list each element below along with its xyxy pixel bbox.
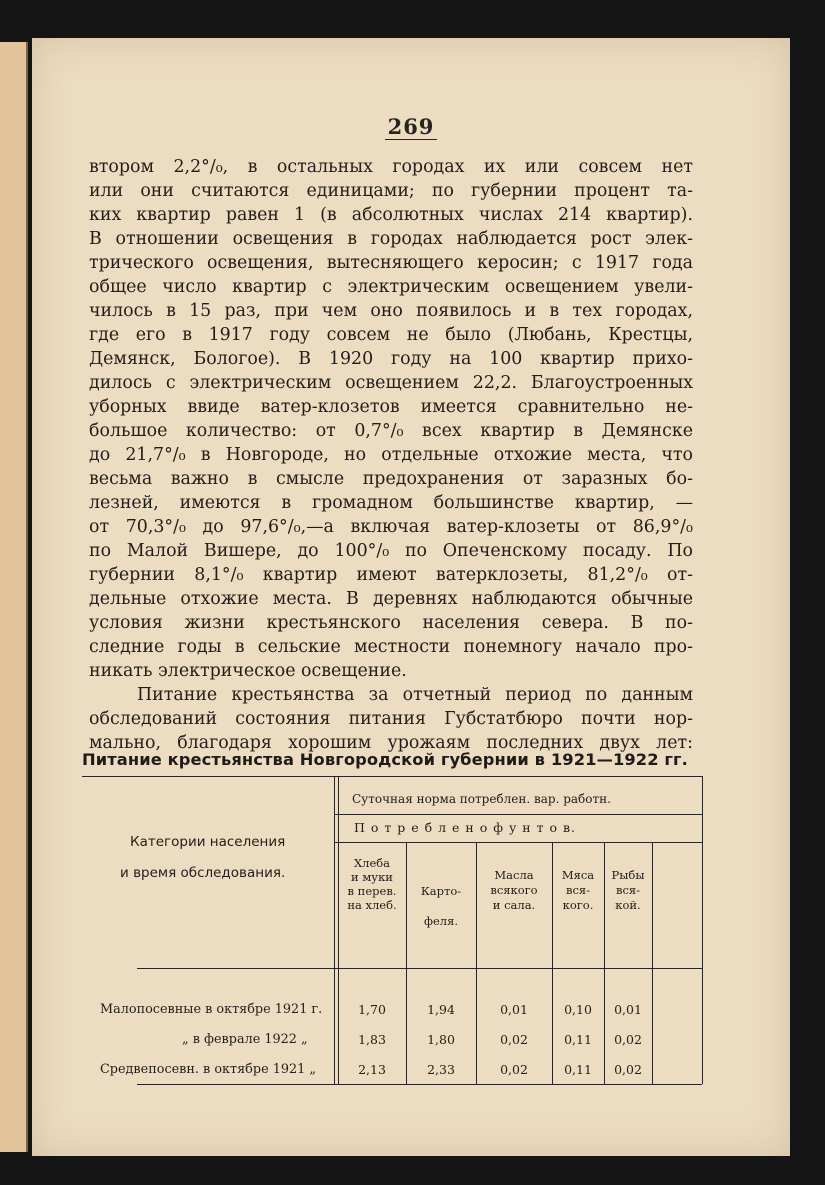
table-cell: 0,11 — [564, 1062, 592, 1077]
text-line: от 70,3°/₀ до 97,6°/₀,—а включая ватер-клозеты от 86,9°/₀ — [89, 517, 693, 537]
category-header: и время обследования. — [120, 865, 286, 881]
table-cell: 0,01 — [614, 1002, 642, 1017]
text-line: Питание крестьянства за отчетный период по данным — [137, 685, 693, 705]
text-line: где его в 1917 году совсем не было (Любань, Крестцы, — [89, 325, 693, 345]
text-line: Демянск, Бологое). В 1920 году на 100 квартир прихо- — [89, 349, 693, 369]
table-row-label: Средвепосевн. в октябре 1921 „ — [100, 1062, 316, 1077]
category-header: Категории населения — [130, 834, 286, 850]
document-page — [32, 38, 790, 1156]
table-cell: 0,02 — [614, 1032, 642, 1047]
text-line: мально, благодаря хорошим урожаям последних двух лет: — [89, 733, 693, 753]
text-line: следние годы в сельские местности понемногу начало про- — [89, 637, 693, 657]
table-cell: 2,13 — [358, 1062, 386, 1077]
column-header-potato: Карто- феля. — [420, 884, 462, 928]
table-cell: 1,83 — [358, 1032, 386, 1047]
text-line: дилось с электрическим освещением 22,2. Благоустроенных — [89, 373, 693, 393]
text-line: по Малой Вишере, до 100°/₀ по Опеченскому посаду. По — [89, 541, 693, 561]
text-line: никать электрическое освещение. — [89, 661, 407, 681]
table-row-label: „ в феврале 1922 „ — [182, 1032, 308, 1047]
table-rule-norm — [334, 814, 702, 815]
table-rule-consumed — [334, 842, 702, 843]
table-cell: 0,01 — [500, 1002, 528, 1017]
text-line: втором 2,2°/₀, в остальных городах их или совсем нет — [89, 157, 693, 177]
table-cell: 0,02 — [500, 1062, 528, 1077]
text-line: В отношении освещения в городах наблюдается рост элек- — [89, 229, 693, 249]
table-cell: 1,94 — [427, 1002, 455, 1017]
page-number: 269 — [32, 114, 790, 139]
text-line: условия жизни крестьянского населения севера. В по- — [89, 613, 693, 633]
consumed-header: П о т р е б л е н о ф у н т о в. — [354, 820, 576, 835]
column-header-meat: Мяса вся- кого. — [561, 868, 595, 912]
table-row-label: Малопосевные в октябре 1921 г. — [100, 1002, 323, 1017]
body-text — [89, 155, 693, 755]
text-line: ких квартир равен 1 (в абсолютных числах 214 квартир). — [89, 205, 693, 225]
text-line: дельные отхожие места. В деревнях наблюдаются обычные — [89, 589, 693, 609]
text-line: лезней, имеются в громадном большинстве квартир, — — [89, 493, 693, 513]
table-cell: 1,80 — [427, 1032, 455, 1047]
text-line: обследований состояния питания Губстатбюро почти нор- — [89, 709, 693, 729]
text-line: весьма важно в смысле предохранения от заразных бо- — [89, 469, 693, 489]
table-cell: 1,70 — [358, 1002, 386, 1017]
table-rule-vertical — [702, 776, 703, 1084]
text-line: общее число квартир с электрическим освещением увели- — [89, 277, 693, 297]
table-cell: 0,02 — [500, 1032, 528, 1047]
text-line: уборных ввиде ватер-клозетов имеется сравнительно не- — [89, 397, 693, 417]
column-header-fish: Рыбы вся- кой. — [611, 868, 645, 912]
table-cell: 0,11 — [564, 1032, 592, 1047]
table-top-rule — [82, 776, 702, 777]
text-line: до 21,7°/₀ в Новгороде, но отдельные отхожие места, что — [89, 445, 693, 465]
column-header-bread: Хлеба и муки в перев. на хлеб. — [347, 856, 397, 912]
nutrition-table — [82, 776, 702, 1077]
table-cell: 0,10 — [564, 1002, 592, 1017]
text-line: большое количество: от 0,7°/₀ всех квартир в Демянске — [89, 421, 693, 441]
text-line: губернии 8,1°/₀ квартир имеют ватерклозеты, 81,2°/₀ от- — [89, 565, 693, 585]
text-line: чилось в 15 раз, при чем оно появилось и в тех городах, — [89, 301, 693, 321]
column-header-butter: Масла всякого и сала. — [490, 868, 538, 912]
text-line: или они считаются единицами; по губернии процент та- — [89, 181, 693, 201]
table-cell: 2,33 — [427, 1062, 455, 1077]
table-rule-vertical — [334, 776, 335, 1084]
facing-page-edge — [0, 42, 28, 1152]
norm-header: Суточная норма потреблен. вар. работн. — [352, 792, 611, 806]
table-title: Питание крестьянства Новгородской губернии в 1921—1922 гг. — [82, 750, 688, 769]
table-bottom-rule — [137, 1084, 702, 1085]
text-line: трического освещения, вытесняющего керосин; с 1917 года — [89, 253, 693, 273]
table-rule-vertical — [652, 842, 653, 1084]
table-cell: 0,02 — [614, 1062, 642, 1077]
table-header-rule — [137, 968, 702, 969]
